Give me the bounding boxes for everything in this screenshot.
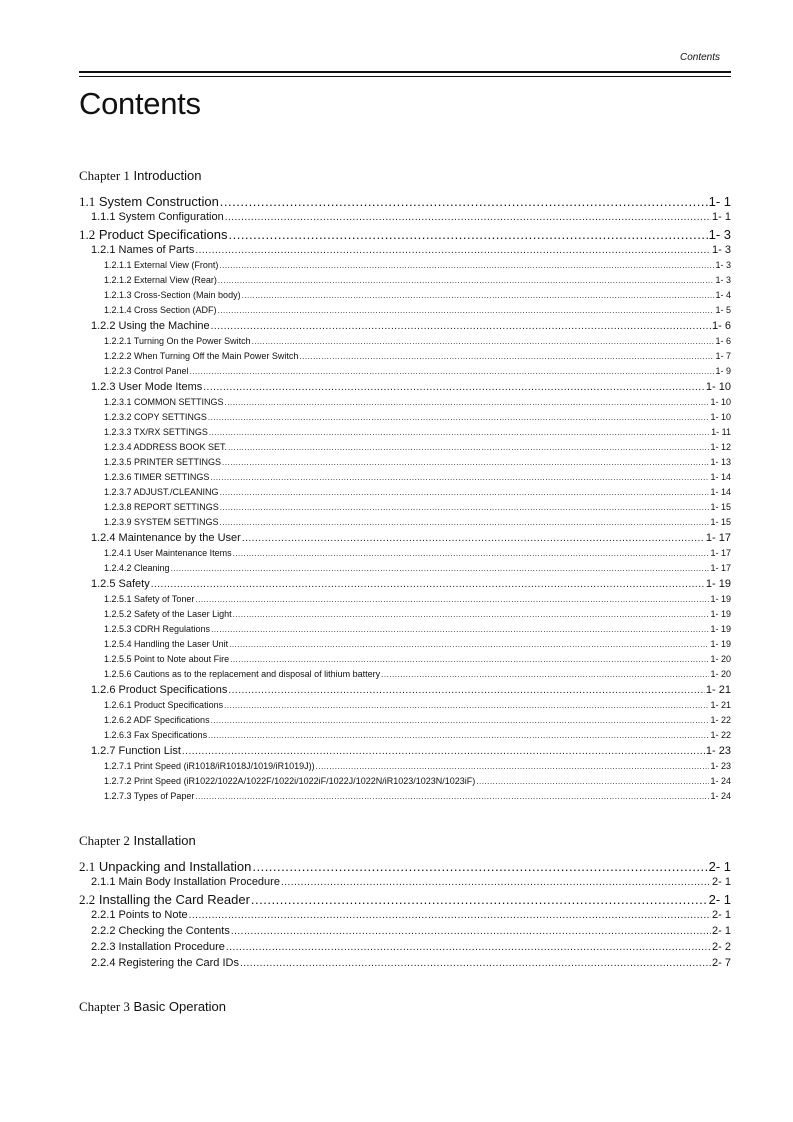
dot-leader xyxy=(208,731,709,740)
dot-leader xyxy=(242,291,715,300)
toc-entry-text: Safety of Toner xyxy=(131,594,195,604)
dot-leader xyxy=(233,610,710,619)
toc-page-number: 1- 3 xyxy=(708,227,731,242)
chapter-title: Basic Operation xyxy=(129,999,227,1014)
toc-entry-label xyxy=(104,502,219,512)
toc-entry-label xyxy=(104,275,217,285)
toc-entry[interactable] xyxy=(79,487,731,502)
toc-entry-number: 1.2.3.4 xyxy=(104,442,132,452)
toc-entry-text: When Turning Off the Main Power Switch xyxy=(131,351,299,361)
dot-leader xyxy=(211,625,709,634)
toc-entry-number: 1.2.6.1 xyxy=(104,700,132,710)
toc-entry-label xyxy=(104,487,219,497)
toc-page-number: 1- 14 xyxy=(710,487,731,497)
toc-entry-text: Maintenance by the User xyxy=(115,532,241,544)
toc-page-number: 2- 2 xyxy=(712,941,731,953)
toc-entry-label xyxy=(91,925,230,937)
toc-entry-number: 1.2.5.3 xyxy=(104,624,132,634)
toc-entry-text: Cross-Section (Main body) xyxy=(131,290,241,300)
toc-entry-label xyxy=(104,427,208,437)
toc-page-number: 1- 15 xyxy=(710,517,731,527)
toc-entry-label xyxy=(104,594,194,604)
toc-entry[interactable] xyxy=(79,502,731,517)
toc-page-number: 2- 1 xyxy=(712,909,731,921)
toc-entry[interactable] xyxy=(79,532,731,548)
toc-entry-number: 1.2.7.2 xyxy=(104,776,132,786)
toc-entry[interactable] xyxy=(79,320,731,336)
toc-entry-label xyxy=(104,260,218,270)
toc-entry[interactable] xyxy=(79,194,731,211)
toc-entry-label xyxy=(104,700,223,710)
table-of-contents xyxy=(79,168,731,1025)
dot-leader xyxy=(203,382,705,393)
toc-entry-number: 1.2.6.2 xyxy=(104,715,132,725)
dot-leader xyxy=(228,227,707,242)
dot-leader xyxy=(299,352,714,361)
toc-page-number: 1- 6 xyxy=(715,336,731,346)
chapter-heading xyxy=(79,999,731,1015)
toc-entry-text: Handling the Laser Unit xyxy=(131,639,229,649)
toc-entry[interactable] xyxy=(79,244,731,260)
toc-entry-label xyxy=(104,609,232,619)
toc-entry[interactable] xyxy=(79,578,731,594)
toc-entry-text: Print Speed (iR1022/1022A/1022F/1022i/1022iF/1022J/1022N/iR1023/1023N/1023iF) xyxy=(131,776,476,786)
toc-page-number: 1- 6 xyxy=(712,320,731,332)
toc-entry-number: 1.2.5.1 xyxy=(104,594,132,604)
toc-page-number: 1- 15 xyxy=(710,502,731,512)
dot-leader xyxy=(281,877,711,888)
toc-entry-text: PRINTER SETTINGS xyxy=(131,457,222,467)
toc-entry-label xyxy=(104,563,170,573)
toc-entry-number: 2.1 xyxy=(79,859,96,874)
toc-page-number: 1- 9 xyxy=(715,366,731,376)
toc-page-number: 1- 10 xyxy=(710,412,731,422)
toc-entry-number: 1.2.5.5 xyxy=(104,654,132,664)
toc-entry[interactable] xyxy=(79,290,731,305)
toc-entry-label xyxy=(79,194,219,210)
dot-leader xyxy=(218,276,715,285)
toc-entry[interactable] xyxy=(79,305,731,320)
toc-entry-number: 1.2.3.2 xyxy=(104,412,132,422)
toc-entry-text: CDRH Regulations xyxy=(131,624,211,634)
toc-entry-number: 1.1 xyxy=(79,194,96,209)
dot-leader xyxy=(231,926,711,937)
toc-entry-number: 1.2.5 xyxy=(91,578,116,590)
toc-entry-text: Cross Section (ADF) xyxy=(131,305,217,315)
toc-entry-label xyxy=(91,578,150,590)
toc-page-number: 1- 19 xyxy=(710,639,731,649)
dot-leader xyxy=(476,777,709,786)
dot-leader xyxy=(210,473,709,482)
toc-entry-text: System Configuration xyxy=(115,211,224,223)
toc-entry-text: Cleaning xyxy=(131,563,170,573)
dot-leader xyxy=(182,746,705,757)
toc-entry-text: REPORT SETTINGS xyxy=(131,502,219,512)
toc-entry[interactable] xyxy=(79,609,731,624)
toc-entry-number: 2.2.3 xyxy=(91,941,116,953)
toc-entry-label xyxy=(91,532,241,544)
toc-page-number: 1- 22 xyxy=(710,730,731,740)
toc-page-number: 1- 1 xyxy=(712,211,731,223)
toc-entry-label xyxy=(79,227,227,243)
toc-entry-number: 2.2 xyxy=(79,892,96,907)
toc-entry-label xyxy=(104,730,207,740)
toc-entry-number: 1.2.5.6 xyxy=(104,669,132,679)
toc-entry-label xyxy=(104,517,219,527)
toc-entry-label xyxy=(91,876,280,888)
dot-leader xyxy=(219,261,714,270)
toc-entry-label xyxy=(104,761,315,771)
toc-entry-text: Point to Note about Fire xyxy=(131,654,230,664)
toc-page-number: 2- 7 xyxy=(712,957,731,969)
toc-entry-text: System Construction xyxy=(95,194,219,209)
chapter-heading xyxy=(79,168,731,184)
toc-entry-label xyxy=(104,412,207,422)
toc-entry-label xyxy=(91,957,239,969)
toc-entry[interactable] xyxy=(79,594,731,609)
toc-entry-label xyxy=(104,442,227,452)
dot-leader xyxy=(211,321,711,332)
toc-entry-number: 1.2.4 xyxy=(91,532,116,544)
toc-entry[interactable] xyxy=(79,472,731,487)
toc-entry[interactable] xyxy=(79,776,731,791)
toc-entry-number: 2.1.1 xyxy=(91,876,116,888)
dot-leader xyxy=(171,564,710,573)
toc-entry-number: 1.2.7.1 xyxy=(104,761,132,771)
toc-entry[interactable] xyxy=(79,684,731,700)
toc-entry-number: 1.2.1 xyxy=(91,244,116,256)
dot-leader xyxy=(224,701,709,710)
toc-entry[interactable] xyxy=(79,351,731,366)
toc-page-number: 1- 19 xyxy=(705,578,731,590)
toc-entry[interactable] xyxy=(79,941,731,957)
dot-leader xyxy=(229,640,709,649)
chapter-title: Introduction xyxy=(129,168,202,183)
dot-leader xyxy=(242,533,705,544)
toc-entry-text: Control Panel xyxy=(131,366,189,376)
toc-entry-number: 1.2.2.1 xyxy=(104,336,132,346)
toc-entry-text: Names of Parts xyxy=(115,244,195,256)
toc-entry-number: 1.2.6 xyxy=(91,684,116,696)
toc-entry[interactable] xyxy=(79,548,731,563)
toc-page-number: 1- 20 xyxy=(710,669,731,679)
toc-entry-number: 1.2.4.2 xyxy=(104,563,132,573)
toc-entry[interactable] xyxy=(79,457,731,472)
toc-entry-number: 1.1.1 xyxy=(91,211,116,223)
toc-entry-text: COPY SETTINGS xyxy=(131,412,207,422)
toc-entry[interactable] xyxy=(79,624,731,639)
toc-entry-text: TIMER SETTINGS xyxy=(131,472,210,482)
toc-page-number: 2- 1 xyxy=(712,876,731,888)
toc-page-number: 1- 5 xyxy=(715,305,731,315)
dot-leader xyxy=(195,595,709,604)
toc-entry-text: User Maintenance Items xyxy=(131,548,232,558)
toc-entry-number: 1.2.1.4 xyxy=(104,305,132,315)
toc-entry-label xyxy=(91,211,224,223)
toc-entry[interactable] xyxy=(79,336,731,351)
toc-page-number: 1- 17 xyxy=(710,563,731,573)
dot-leader xyxy=(225,398,710,407)
toc-page-number: 1- 3 xyxy=(715,260,731,270)
toc-entry[interactable] xyxy=(79,260,731,275)
toc-entry[interactable] xyxy=(79,745,731,761)
toc-entry-text: ADF Specifications xyxy=(131,715,210,725)
toc-entry-label xyxy=(104,397,224,407)
toc-page-number: 1- 24 xyxy=(710,791,731,801)
toc-entry-label xyxy=(104,351,298,361)
toc-page-number: 2- 1 xyxy=(708,859,731,874)
toc-entry-label xyxy=(104,715,210,725)
toc-page-number: 1- 1 xyxy=(708,194,731,209)
toc-entry-label xyxy=(91,320,210,332)
toc-entry-number: 1.2.3.7 xyxy=(104,487,132,497)
toc-entry[interactable] xyxy=(79,381,731,397)
toc-entry-number: 1.2.6.3 xyxy=(104,730,132,740)
toc-entry-text: Unpacking and Installation xyxy=(95,859,252,874)
toc-entry-number: 1.2.4.1 xyxy=(104,548,132,558)
toc-entry-number: 1.2.1.2 xyxy=(104,275,132,285)
dot-leader xyxy=(211,716,710,725)
toc-page-number: 1- 21 xyxy=(710,700,731,710)
toc-entry-number: 1.2.3.3 xyxy=(104,427,132,437)
header-rule-thin xyxy=(79,76,731,77)
toc-entry-label xyxy=(91,745,181,757)
toc-entry-number: 1.2.2.3 xyxy=(104,366,132,376)
toc-entry-text: SYSTEM SETTINGS xyxy=(131,517,219,527)
dot-leader xyxy=(190,367,715,376)
dot-leader xyxy=(195,792,709,801)
toc-entry-number: 1.2.3.8 xyxy=(104,502,132,512)
toc-entry[interactable] xyxy=(79,715,731,730)
toc-entry-number: 1.2.3.9 xyxy=(104,517,132,527)
toc-entry-number: 1.2.7 xyxy=(91,745,116,757)
toc-entry[interactable] xyxy=(79,669,731,684)
dot-leader xyxy=(220,503,710,512)
dot-leader xyxy=(251,892,708,907)
dot-leader xyxy=(252,859,707,874)
toc-entry-label xyxy=(91,381,202,393)
toc-entry-text: Safety xyxy=(115,578,150,590)
dot-leader xyxy=(208,413,710,422)
toc-entry-number: 2.2.4 xyxy=(91,957,116,969)
toc-entry-number: 1.2.5.4 xyxy=(104,639,132,649)
dot-leader xyxy=(233,549,710,558)
toc-entry-label xyxy=(104,290,241,300)
toc-page-number: 1- 23 xyxy=(710,761,731,771)
toc-page-number: 1- 23 xyxy=(705,745,731,757)
toc-page-number: 1- 3 xyxy=(715,275,731,285)
toc-entry-number: 1.2.1.3 xyxy=(104,290,132,300)
dot-leader xyxy=(252,337,715,346)
toc-entry-number: 2.2.2 xyxy=(91,925,116,937)
toc-entry-label xyxy=(91,909,188,921)
dot-leader xyxy=(225,212,711,223)
toc-entry[interactable] xyxy=(79,654,731,669)
toc-entry-text: Product Specifications xyxy=(95,227,228,242)
dot-leader xyxy=(220,488,710,497)
toc-entry[interactable] xyxy=(79,427,731,442)
toc-entry[interactable] xyxy=(79,563,731,578)
toc-entry-label xyxy=(104,669,380,679)
toc-page-number: 1- 14 xyxy=(710,472,731,482)
toc-entry[interactable] xyxy=(79,275,731,290)
toc-page-number: 2- 1 xyxy=(712,925,731,937)
toc-entry[interactable] xyxy=(79,639,731,654)
toc-page-number: 1- 11 xyxy=(711,427,731,437)
toc-entry-number: 1.2.5.2 xyxy=(104,609,132,619)
toc-entry-number: 1.2.3.5 xyxy=(104,457,132,467)
toc-entry-text: TX/RX SETTINGS xyxy=(131,427,208,437)
toc-entry-text: Main Body Installation Procedure xyxy=(115,876,280,888)
toc-entry[interactable] xyxy=(79,700,731,715)
toc-page-number: 1- 10 xyxy=(705,381,731,393)
toc-entry-label xyxy=(104,548,232,558)
toc-page-number: 1- 17 xyxy=(705,532,731,544)
toc-entry-label xyxy=(79,859,251,875)
toc-page-number: 1- 19 xyxy=(710,624,731,634)
toc-entry[interactable] xyxy=(79,366,731,381)
toc-entry-number: 1.2.3 xyxy=(91,381,116,393)
toc-page-number: 1- 24 xyxy=(710,776,731,786)
toc-entry-number: 1.2.2 xyxy=(91,320,116,332)
chapter-number: Chapter 2 xyxy=(79,833,130,848)
toc-entry[interactable] xyxy=(79,957,731,973)
toc-entry-text: Checking the Contents xyxy=(115,925,230,937)
toc-page-number: 1- 3 xyxy=(712,244,731,256)
toc-entry[interactable] xyxy=(79,876,731,892)
toc-entry[interactable] xyxy=(79,442,731,457)
toc-entry-number: 1.2 xyxy=(79,227,96,242)
toc-entry[interactable] xyxy=(79,909,731,925)
dot-leader xyxy=(230,655,709,664)
toc-page-number: 1- 7 xyxy=(715,351,731,361)
toc-entry-label xyxy=(91,244,194,256)
toc-entry[interactable] xyxy=(79,925,731,941)
dot-leader xyxy=(381,670,709,679)
toc-entry[interactable] xyxy=(79,892,731,909)
toc-entry-text: Turning On the Power Switch xyxy=(131,336,251,346)
dot-leader xyxy=(218,306,715,315)
chapter-heading xyxy=(79,833,731,849)
toc-entry-text: Using the Machine xyxy=(115,320,210,332)
toc-entry-text: Function List xyxy=(115,745,181,757)
toc-entry-label xyxy=(104,305,217,315)
running-header: Contents xyxy=(679,52,720,63)
toc-entry[interactable] xyxy=(79,791,731,806)
toc-page-number: 1- 20 xyxy=(710,654,731,664)
dot-leader xyxy=(209,428,710,437)
toc-entry-text: ADJUST./CLEANING xyxy=(131,487,219,497)
dot-leader xyxy=(228,443,709,452)
toc-entry[interactable] xyxy=(79,859,731,876)
toc-entry-text: Safety of the Laser Light xyxy=(131,609,232,619)
toc-entry-label xyxy=(104,472,209,482)
toc-entry-label xyxy=(104,457,221,467)
dot-leader xyxy=(151,579,705,590)
toc-entry-label xyxy=(104,639,228,649)
toc-entry-label xyxy=(104,624,210,634)
toc-entry-label xyxy=(91,941,225,953)
dot-leader xyxy=(240,958,711,969)
chapter-number: Chapter 1 xyxy=(79,168,130,183)
toc-entry-text: Installing the Card Reader xyxy=(95,892,250,907)
header-rule-thick xyxy=(79,71,731,73)
toc-entry-number: 1.2.1.1 xyxy=(104,260,132,270)
dot-leader xyxy=(220,194,708,209)
toc-entry-number: 1.2.2.2 xyxy=(104,351,132,361)
toc-entry-label xyxy=(91,684,227,696)
page-title: Contents xyxy=(79,86,201,121)
toc-entry-label xyxy=(104,336,251,346)
toc-entry-text: Points to Note xyxy=(115,909,188,921)
toc-entry[interactable] xyxy=(79,227,731,244)
dot-leader xyxy=(316,762,710,771)
toc-entry[interactable] xyxy=(79,412,731,427)
toc-entry-text: User Mode Items xyxy=(115,381,203,393)
toc-page-number: 1- 17 xyxy=(710,548,731,558)
chapter-number: Chapter 3 xyxy=(79,999,130,1014)
toc-entry-label xyxy=(79,892,250,908)
toc-entry-text: External View (Front) xyxy=(131,260,219,270)
toc-entry-number: 1.2.3.1 xyxy=(104,397,132,407)
toc-entry-text: Installation Procedure xyxy=(115,941,225,953)
toc-page-number: 1- 4 xyxy=(715,290,731,300)
chapter-title: Installation xyxy=(129,833,196,848)
toc-entry-text: ADDRESS BOOK SET. xyxy=(131,442,228,452)
toc-entry-number: 2.2.1 xyxy=(91,909,116,921)
toc-entry-text: Print Speed (iR1018/iR1018J/1019/iR1019J)) xyxy=(131,761,315,771)
toc-entry-label xyxy=(104,776,475,786)
dot-leader xyxy=(189,910,711,921)
dot-leader xyxy=(222,458,709,467)
toc-entry-text: Product Specifications xyxy=(131,700,224,710)
toc-entry-text: COMMON SETTINGS xyxy=(131,397,224,407)
toc-entry-text: Types of Paper xyxy=(131,791,195,801)
toc-entry-text: Fax Specifications xyxy=(131,730,208,740)
toc-entry-number: 1.2.7.3 xyxy=(104,791,132,801)
toc-entry-label xyxy=(104,366,189,376)
toc-page-number: 1- 22 xyxy=(710,715,731,725)
toc-entry[interactable] xyxy=(79,397,731,412)
toc-page-number: 1- 13 xyxy=(710,457,731,467)
toc-entry-number: 1.2.3.6 xyxy=(104,472,132,482)
toc-entry-text: Product Specifications xyxy=(115,684,228,696)
toc-page-number: 1- 12 xyxy=(710,442,731,452)
dot-leader xyxy=(195,245,711,256)
toc-page-number: 1- 10 xyxy=(710,397,731,407)
toc-page-number: 1- 21 xyxy=(705,684,731,696)
toc-entry-label xyxy=(104,654,229,664)
dot-leader xyxy=(220,518,710,527)
toc-entry[interactable] xyxy=(79,761,731,776)
dot-leader xyxy=(228,685,705,696)
toc-entry-label xyxy=(104,791,194,801)
toc-entry[interactable] xyxy=(79,211,731,227)
toc-page-number: 2- 1 xyxy=(708,892,731,907)
toc-entry-text: External View (Rear) xyxy=(131,275,217,285)
toc-page-number: 1- 19 xyxy=(710,609,731,619)
dot-leader xyxy=(226,942,711,953)
toc-entry-text: Cautions as to the replacement and disposal of lithium battery xyxy=(131,669,381,679)
toc-entry[interactable] xyxy=(79,730,731,745)
toc-entry-text: Registering the Card IDs xyxy=(115,957,239,969)
toc-page-number: 1- 19 xyxy=(710,594,731,604)
toc-entry[interactable] xyxy=(79,517,731,532)
